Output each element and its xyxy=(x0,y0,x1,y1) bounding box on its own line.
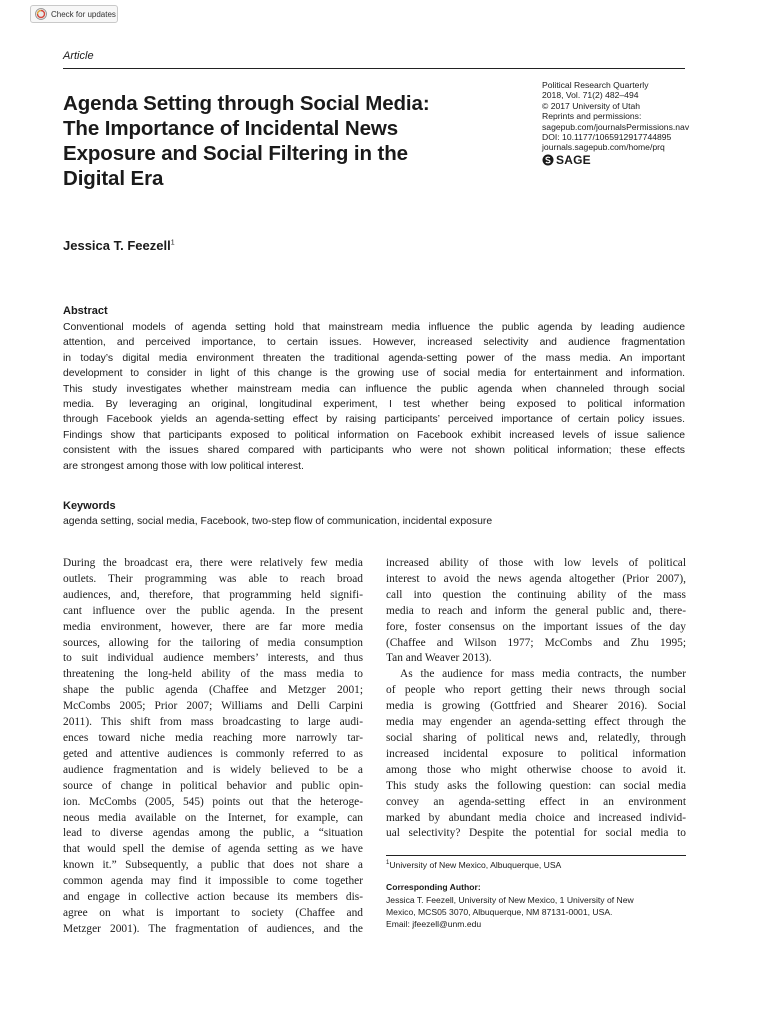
body-column-left xyxy=(63,556,363,938)
title-line: Digital Era xyxy=(63,167,164,190)
body-line: outlets. Their programming was able to reach broad xyxy=(63,572,363,585)
body-line: McCombs 2005; Prior 2007; Williams and Delli Carpini xyxy=(63,700,363,713)
body-line: media is growing (Gottfried and Shearer 2016). Social xyxy=(386,700,686,713)
body-line: fore, foster consensus on the important issues of the day xyxy=(386,620,686,633)
body-line: threatening the long-held ability of the mass media to xyxy=(63,668,363,681)
body-line: lead to diverse agendas among the public, a “situation xyxy=(63,827,363,840)
body-line: As the audience for mass media contracts, the number xyxy=(400,668,686,681)
body-line: audiences, and, therefore, that programming held signifi- xyxy=(63,588,363,601)
abstract-line: media. By leveraging an original, longitudinal experiment, I test whether being exposed to political information xyxy=(63,399,685,411)
body-line: known it.” Subsequently, a public that does not share a xyxy=(63,859,363,872)
journal-volume: 2018, Vol. 71(2) 482–494 xyxy=(542,90,639,101)
corresponding-author-details xyxy=(386,894,634,930)
footnote-rule xyxy=(386,855,686,856)
body-line: neous media available on the Internet, for example, can xyxy=(63,811,363,824)
body-line: and engage in collective action because its members dis- xyxy=(63,891,363,904)
body-line: ion. McCombs (2005, 545) points out that the heteroge- xyxy=(63,795,363,808)
abstract-heading: Abstract xyxy=(63,305,108,317)
abstract-line: Findings show that participants exposed to political information on Facebook exhibit increased levels of issue salience xyxy=(63,429,685,441)
body-line: media environment, however, there are far more media xyxy=(63,620,363,633)
abstract-line: consistent with the issues shared compared with participants who were not shown political information; these effects xyxy=(63,445,685,457)
abstract-text xyxy=(63,320,685,474)
abstract-line: This study investigates whether mainstream media can influence the public agenda when channeled through social xyxy=(63,383,685,395)
body-line: Tan and Weaver 2013). xyxy=(386,652,492,665)
check-for-updates-label: Check for updates xyxy=(51,9,116,19)
body-line: increased ability of those with low levels of political xyxy=(386,557,686,569)
body-line: common agenda may find it impossible to come together xyxy=(63,875,363,888)
journal-doi[interactable]: DOI: 10.1177/1065912917744895 xyxy=(542,132,672,143)
body-line: geted and attentive audiences is commonly referred to as xyxy=(63,747,363,760)
author-affiliation-mark: 1 xyxy=(170,239,175,247)
keywords-heading: Keywords xyxy=(63,500,116,512)
abstract-line: Conventional models of agenda setting hold that mainstream media influence the public agenda by leading audience xyxy=(63,322,685,333)
abstract-line: are strongest among those with low political interest. xyxy=(63,460,304,472)
body-line: that would spell the demise of agenda setting as we have xyxy=(63,843,363,856)
sage-logo-icon xyxy=(542,154,554,166)
corresponding-line: Mexico, MCS05 3070, Albuquerque, NM 87131-0001, USA. xyxy=(386,907,613,917)
body-line: source of change in political behavior and public opin- xyxy=(63,779,363,792)
title-line: Exposure and Social Filtering in the xyxy=(63,142,408,165)
header-rule xyxy=(63,68,685,69)
title-line: The Importance of Incidental News xyxy=(63,117,399,140)
journal-name: Political Research Quarterly xyxy=(542,80,649,90)
footnote-affiliation-mark: 1 xyxy=(386,860,390,867)
body-line: audience fragmentation and is widely believed to be a xyxy=(63,763,363,776)
body-line: shape the public agenda (Chaffee and Metzger 2001; xyxy=(63,684,363,697)
body-line: ences toward niche media reaching more narrowly tar- xyxy=(63,731,363,744)
corresponding-email-link[interactable]: Email: jfeezell@unm.edu xyxy=(386,919,482,929)
body-line: to suit individual audience members’ interests, and thus xyxy=(63,652,363,665)
body-line: Metzger 2001). The fragmentation of audiences, and the xyxy=(63,922,363,935)
publisher-logo xyxy=(542,154,689,166)
body-line: marked by abundant media choice and increased individ- xyxy=(386,811,686,824)
body-line: (Chaffee and Wilson 1977; McCombs and Zhu 1995; xyxy=(386,636,686,649)
footnote-affiliation: $^1$University of New Mexico, Albuquerque, USA xyxy=(386,860,562,870)
body-line: agree on what is important to society (Chaffee and xyxy=(63,906,363,919)
check-for-updates-icon xyxy=(35,8,47,20)
body-line: media may engender an agenda-setting effect through the xyxy=(386,716,686,729)
title-line: Agenda Setting through Social Media: xyxy=(63,92,430,115)
abstract-line: development to consider in light of this change is the growing use of social media for entertainment and information. xyxy=(63,368,685,380)
body-line: sources, allowing for the tailoring of media consumption xyxy=(63,636,363,649)
body-line: interest to avoid the news agenda altogether (Prior 2007), xyxy=(386,572,686,585)
body-line: among those who might otherwise choose to avoid it. xyxy=(386,763,686,776)
abstract-line: attention, and perceived importance, to certain issues. However, increased selectivity and audience fragmentation xyxy=(63,337,685,349)
journal-reprints: Reprints and permissions: xyxy=(542,111,642,122)
keywords-text: agenda setting, social media, Facebook, two-step flow of communication, incidental exposure xyxy=(63,516,493,527)
body-column-right xyxy=(386,556,686,842)
body-line: 2011). This shift from mass broadcasting to large audi- xyxy=(63,716,363,729)
article-title xyxy=(63,91,503,191)
journal-permissions-link[interactable]: sagepub.com/journalsPermissions.nav xyxy=(542,121,690,132)
body-line: call into question the continuing ability of the mass xyxy=(386,588,686,601)
body-line: ual selectivity? Despite the potential for social media to xyxy=(386,827,686,840)
body-line: social sharing of political news and, relatedly, through xyxy=(386,731,686,744)
author-name: Jessica T. Feezell$^1$ xyxy=(63,238,175,253)
article-type-label: Article xyxy=(63,50,94,62)
publisher-name: SAGE xyxy=(556,152,591,167)
abstract-line: in today’s digital media environment threaten the traditional agenda-setting power of the mass media. An important xyxy=(63,352,685,364)
body-line: cant influence over the public agenda. In the present xyxy=(63,604,363,617)
corresponding-line: Jessica T. Feezell, University of New Mexico, 1 University of New xyxy=(386,895,634,905)
journal-copyright: © 2017 University of Utah xyxy=(542,100,641,111)
body-line: media to reach and inform the general public and, there- xyxy=(386,604,686,617)
corresponding-author-heading: Corresponding Author: xyxy=(386,882,481,892)
body-line: During the broadcast era, there were relatively few media xyxy=(63,557,363,569)
body-line: increased incidental exposure to political information xyxy=(386,747,686,760)
body-line: of people who report getting their news through social xyxy=(386,684,686,697)
journal-info xyxy=(542,80,689,166)
body-line: This study asks the following question: can social media xyxy=(386,779,686,792)
abstract-line: through Facebook yields an agenda-setting effect by raising participants’ perceived importance of certain policy issues. xyxy=(63,414,685,426)
body-line: convey an agenda-setting effect in an environment xyxy=(386,795,686,808)
check-for-updates-badge[interactable] xyxy=(30,5,118,23)
journal-homepage-link[interactable]: journals.sagepub.com/home/prq xyxy=(542,142,665,153)
